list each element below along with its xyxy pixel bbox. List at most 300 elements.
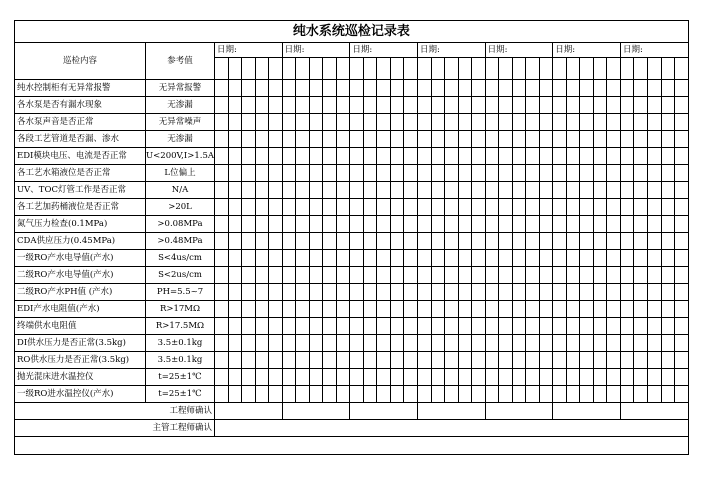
check-header-cell[interactable]: [350, 58, 364, 80]
check-cell[interactable]: [472, 335, 486, 352]
check-cell[interactable]: [363, 352, 377, 369]
check-cell[interactable]: [607, 250, 621, 267]
check-cell[interactable]: [445, 80, 459, 97]
check-header-cell[interactable]: [215, 58, 229, 80]
check-cell[interactable]: [431, 97, 445, 114]
check-cell[interactable]: [404, 318, 418, 335]
check-cell[interactable]: [377, 352, 391, 369]
check-cell[interactable]: [539, 97, 553, 114]
check-cell[interactable]: [350, 131, 364, 148]
check-cell[interactable]: [566, 301, 580, 318]
check-cell[interactable]: [580, 80, 594, 97]
check-cell[interactable]: [580, 216, 594, 233]
check-cell[interactable]: [404, 250, 418, 267]
check-cell[interactable]: [336, 114, 350, 131]
check-cell[interactable]: [431, 267, 445, 284]
check-cell[interactable]: [445, 352, 459, 369]
check-cell[interactable]: [377, 182, 391, 199]
check-cell[interactable]: [458, 284, 472, 301]
check-cell[interactable]: [526, 148, 540, 165]
check-cell[interactable]: [593, 267, 607, 284]
check-cell[interactable]: [526, 267, 540, 284]
check-cell[interactable]: [675, 386, 689, 403]
check-cell[interactable]: [363, 80, 377, 97]
check-cell[interactable]: [282, 318, 296, 335]
check-cell[interactable]: [675, 148, 689, 165]
check-cell[interactable]: [458, 301, 472, 318]
check-cell[interactable]: [620, 216, 634, 233]
check-cell[interactable]: [282, 267, 296, 284]
check-cell[interactable]: [512, 182, 526, 199]
check-cell[interactable]: [228, 369, 242, 386]
check-cell[interactable]: [566, 80, 580, 97]
check-cell[interactable]: [566, 182, 580, 199]
check-cell[interactable]: [620, 199, 634, 216]
check-cell[interactable]: [323, 301, 337, 318]
check-cell[interactable]: [431, 284, 445, 301]
check-cell[interactable]: [580, 233, 594, 250]
check-cell[interactable]: [472, 369, 486, 386]
check-cell[interactable]: [661, 131, 675, 148]
check-cell[interactable]: [580, 352, 594, 369]
check-cell[interactable]: [458, 369, 472, 386]
check-cell[interactable]: [404, 182, 418, 199]
check-cell[interactable]: [675, 369, 689, 386]
check-cell[interactable]: [282, 284, 296, 301]
check-cell[interactable]: [282, 233, 296, 250]
check-header-cell[interactable]: [255, 58, 269, 80]
check-header-cell[interactable]: [296, 58, 310, 80]
check-cell[interactable]: [458, 114, 472, 131]
check-cell[interactable]: [215, 114, 229, 131]
check-header-cell[interactable]: [485, 58, 499, 80]
check-cell[interactable]: [580, 199, 594, 216]
check-cell[interactable]: [499, 148, 513, 165]
check-cell[interactable]: [458, 199, 472, 216]
check-cell[interactable]: [675, 267, 689, 284]
check-cell[interactable]: [607, 97, 621, 114]
check-cell[interactable]: [404, 216, 418, 233]
check-cell[interactable]: [675, 182, 689, 199]
date-header-3[interactable]: 日期:: [350, 43, 418, 58]
check-cell[interactable]: [228, 97, 242, 114]
check-cell[interactable]: [377, 250, 391, 267]
check-cell[interactable]: [350, 80, 364, 97]
check-cell[interactable]: [309, 182, 323, 199]
check-cell[interactable]: [215, 301, 229, 318]
check-cell[interactable]: [363, 369, 377, 386]
check-cell[interactable]: [580, 250, 594, 267]
check-cell[interactable]: [593, 335, 607, 352]
check-cell[interactable]: [228, 301, 242, 318]
check-cell[interactable]: [282, 369, 296, 386]
check-cell[interactable]: [593, 182, 607, 199]
check-cell[interactable]: [404, 165, 418, 182]
check-cell[interactable]: [350, 165, 364, 182]
check-cell[interactable]: [445, 131, 459, 148]
check-cell[interactable]: [255, 97, 269, 114]
check-header-cell[interactable]: [512, 58, 526, 80]
engineer-signature-cell[interactable]: [350, 403, 418, 420]
check-cell[interactable]: [390, 369, 404, 386]
check-cell[interactable]: [242, 131, 256, 148]
check-cell[interactable]: [566, 267, 580, 284]
check-cell[interactable]: [390, 233, 404, 250]
check-cell[interactable]: [607, 216, 621, 233]
check-header-cell[interactable]: [377, 58, 391, 80]
check-cell[interactable]: [539, 318, 553, 335]
check-cell[interactable]: [607, 386, 621, 403]
check-cell[interactable]: [242, 352, 256, 369]
check-cell[interactable]: [269, 386, 283, 403]
engineer-signature-cell[interactable]: [553, 403, 621, 420]
check-header-cell[interactable]: [323, 58, 337, 80]
check-cell[interactable]: [390, 352, 404, 369]
check-cell[interactable]: [648, 301, 662, 318]
check-cell[interactable]: [363, 267, 377, 284]
check-cell[interactable]: [566, 97, 580, 114]
check-cell[interactable]: [309, 114, 323, 131]
check-cell[interactable]: [648, 148, 662, 165]
check-cell[interactable]: [296, 301, 310, 318]
check-cell[interactable]: [512, 284, 526, 301]
check-cell[interactable]: [593, 148, 607, 165]
manager-signature-cell[interactable]: [215, 420, 689, 437]
check-cell[interactable]: [282, 301, 296, 318]
check-cell[interactable]: [363, 216, 377, 233]
check-cell[interactable]: [323, 318, 337, 335]
check-cell[interactable]: [309, 386, 323, 403]
check-cell[interactable]: [390, 114, 404, 131]
date-header-7[interactable]: 日期:: [620, 43, 688, 58]
check-cell[interactable]: [242, 233, 256, 250]
check-cell[interactable]: [228, 284, 242, 301]
check-cell[interactable]: [648, 131, 662, 148]
check-cell[interactable]: [620, 233, 634, 250]
check-cell[interactable]: [566, 114, 580, 131]
check-cell[interactable]: [404, 386, 418, 403]
check-cell[interactable]: [228, 148, 242, 165]
check-cell[interactable]: [539, 335, 553, 352]
check-cell[interactable]: [404, 131, 418, 148]
check-cell[interactable]: [255, 114, 269, 131]
check-cell[interactable]: [445, 318, 459, 335]
check-cell[interactable]: [553, 114, 567, 131]
check-cell[interactable]: [499, 131, 513, 148]
check-cell[interactable]: [296, 335, 310, 352]
check-cell[interactable]: [566, 284, 580, 301]
check-cell[interactable]: [309, 369, 323, 386]
check-cell[interactable]: [323, 250, 337, 267]
check-cell[interactable]: [566, 148, 580, 165]
check-cell[interactable]: [661, 369, 675, 386]
check-cell[interactable]: [269, 369, 283, 386]
check-cell[interactable]: [390, 301, 404, 318]
check-cell[interactable]: [363, 165, 377, 182]
check-cell[interactable]: [417, 131, 431, 148]
check-cell[interactable]: [350, 199, 364, 216]
check-cell[interactable]: [336, 182, 350, 199]
check-cell[interactable]: [296, 97, 310, 114]
check-cell[interactable]: [323, 267, 337, 284]
check-cell[interactable]: [634, 318, 648, 335]
check-cell[interactable]: [242, 301, 256, 318]
check-cell[interactable]: [526, 301, 540, 318]
check-cell[interactable]: [417, 114, 431, 131]
check-cell[interactable]: [580, 386, 594, 403]
check-cell[interactable]: [215, 97, 229, 114]
check-cell[interactable]: [566, 352, 580, 369]
check-cell[interactable]: [228, 250, 242, 267]
check-cell[interactable]: [431, 165, 445, 182]
check-cell[interactable]: [634, 216, 648, 233]
check-cell[interactable]: [363, 199, 377, 216]
check-cell[interactable]: [566, 216, 580, 233]
check-cell[interactable]: [472, 114, 486, 131]
check-cell[interactable]: [242, 80, 256, 97]
check-cell[interactable]: [215, 250, 229, 267]
check-cell[interactable]: [499, 165, 513, 182]
check-cell[interactable]: [269, 318, 283, 335]
check-cell[interactable]: [255, 131, 269, 148]
check-cell[interactable]: [675, 114, 689, 131]
check-cell[interactable]: [539, 199, 553, 216]
check-cell[interactable]: [526, 369, 540, 386]
check-cell[interactable]: [661, 352, 675, 369]
check-cell[interactable]: [675, 233, 689, 250]
check-cell[interactable]: [445, 386, 459, 403]
check-cell[interactable]: [526, 284, 540, 301]
check-cell[interactable]: [539, 267, 553, 284]
check-cell[interactable]: [269, 301, 283, 318]
check-cell[interactable]: [620, 250, 634, 267]
check-cell[interactable]: [458, 386, 472, 403]
check-cell[interactable]: [607, 114, 621, 131]
check-cell[interactable]: [580, 318, 594, 335]
check-cell[interactable]: [255, 386, 269, 403]
check-cell[interactable]: [431, 148, 445, 165]
check-cell[interactable]: [526, 114, 540, 131]
check-cell[interactable]: [539, 369, 553, 386]
check-cell[interactable]: [472, 267, 486, 284]
check-cell[interactable]: [620, 284, 634, 301]
check-cell[interactable]: [363, 301, 377, 318]
check-cell[interactable]: [580, 97, 594, 114]
check-cell[interactable]: [620, 97, 634, 114]
check-cell[interactable]: [675, 301, 689, 318]
check-cell[interactable]: [417, 318, 431, 335]
check-cell[interactable]: [499, 267, 513, 284]
check-cell[interactable]: [309, 131, 323, 148]
check-cell[interactable]: [526, 165, 540, 182]
check-cell[interactable]: [255, 148, 269, 165]
check-cell[interactable]: [309, 199, 323, 216]
check-cell[interactable]: [675, 250, 689, 267]
check-header-cell[interactable]: [228, 58, 242, 80]
check-cell[interactable]: [675, 131, 689, 148]
check-cell[interactable]: [377, 131, 391, 148]
check-cell[interactable]: [390, 80, 404, 97]
check-cell[interactable]: [593, 369, 607, 386]
check-cell[interactable]: [634, 148, 648, 165]
check-cell[interactable]: [296, 199, 310, 216]
check-cell[interactable]: [634, 97, 648, 114]
check-cell[interactable]: [404, 97, 418, 114]
check-cell[interactable]: [607, 233, 621, 250]
check-cell[interactable]: [661, 114, 675, 131]
check-cell[interactable]: [620, 386, 634, 403]
check-cell[interactable]: [539, 80, 553, 97]
check-cell[interactable]: [445, 148, 459, 165]
check-cell[interactable]: [512, 318, 526, 335]
check-cell[interactable]: [620, 369, 634, 386]
check-cell[interactable]: [607, 182, 621, 199]
check-cell[interactable]: [458, 267, 472, 284]
check-cell[interactable]: [620, 267, 634, 284]
check-header-cell[interactable]: [553, 58, 567, 80]
check-cell[interactable]: [661, 386, 675, 403]
check-cell[interactable]: [607, 131, 621, 148]
check-cell[interactable]: [485, 386, 499, 403]
check-cell[interactable]: [526, 216, 540, 233]
check-cell[interactable]: [553, 250, 567, 267]
check-cell[interactable]: [553, 148, 567, 165]
check-cell[interactable]: [363, 97, 377, 114]
check-cell[interactable]: [499, 97, 513, 114]
check-cell[interactable]: [336, 369, 350, 386]
check-cell[interactable]: [282, 97, 296, 114]
check-cell[interactable]: [634, 199, 648, 216]
check-cell[interactable]: [255, 199, 269, 216]
check-cell[interactable]: [485, 131, 499, 148]
check-cell[interactable]: [350, 216, 364, 233]
check-cell[interactable]: [377, 369, 391, 386]
check-cell[interactable]: [499, 352, 513, 369]
check-cell[interactable]: [377, 199, 391, 216]
date-header-4[interactable]: 日期:: [417, 43, 485, 58]
check-cell[interactable]: [593, 114, 607, 131]
check-cell[interactable]: [553, 216, 567, 233]
check-header-cell[interactable]: [499, 58, 513, 80]
check-header-cell[interactable]: [458, 58, 472, 80]
check-cell[interactable]: [593, 131, 607, 148]
check-cell[interactable]: [458, 233, 472, 250]
check-cell[interactable]: [580, 131, 594, 148]
check-header-cell[interactable]: [566, 58, 580, 80]
check-cell[interactable]: [607, 318, 621, 335]
check-cell[interactable]: [215, 386, 229, 403]
check-cell[interactable]: [296, 165, 310, 182]
check-cell[interactable]: [242, 335, 256, 352]
check-cell[interactable]: [282, 199, 296, 216]
check-cell[interactable]: [350, 233, 364, 250]
check-cell[interactable]: [255, 165, 269, 182]
date-header-5[interactable]: 日期:: [485, 43, 553, 58]
check-cell[interactable]: [282, 386, 296, 403]
check-cell[interactable]: [390, 216, 404, 233]
check-cell[interactable]: [350, 386, 364, 403]
check-cell[interactable]: [553, 131, 567, 148]
check-cell[interactable]: [309, 301, 323, 318]
check-cell[interactable]: [539, 182, 553, 199]
check-cell[interactable]: [350, 352, 364, 369]
check-cell[interactable]: [607, 267, 621, 284]
check-cell[interactable]: [445, 199, 459, 216]
check-cell[interactable]: [580, 284, 594, 301]
check-cell[interactable]: [499, 335, 513, 352]
check-header-cell[interactable]: [417, 58, 431, 80]
check-cell[interactable]: [472, 250, 486, 267]
check-cell[interactable]: [228, 80, 242, 97]
check-cell[interactable]: [512, 386, 526, 403]
check-cell[interactable]: [661, 165, 675, 182]
check-cell[interactable]: [661, 318, 675, 335]
check-cell[interactable]: [607, 284, 621, 301]
check-cell[interactable]: [323, 148, 337, 165]
check-cell[interactable]: [539, 233, 553, 250]
check-cell[interactable]: [553, 335, 567, 352]
check-cell[interactable]: [377, 301, 391, 318]
check-cell[interactable]: [485, 369, 499, 386]
check-cell[interactable]: [499, 182, 513, 199]
check-cell[interactable]: [282, 352, 296, 369]
check-cell[interactable]: [215, 284, 229, 301]
check-cell[interactable]: [458, 182, 472, 199]
check-cell[interactable]: [512, 80, 526, 97]
check-cell[interactable]: [445, 97, 459, 114]
check-cell[interactable]: [242, 216, 256, 233]
check-cell[interactable]: [512, 233, 526, 250]
check-cell[interactable]: [593, 352, 607, 369]
check-cell[interactable]: [512, 131, 526, 148]
check-header-cell[interactable]: [363, 58, 377, 80]
check-cell[interactable]: [363, 148, 377, 165]
check-cell[interactable]: [620, 131, 634, 148]
check-cell[interactable]: [309, 267, 323, 284]
check-cell[interactable]: [512, 97, 526, 114]
check-cell[interactable]: [323, 352, 337, 369]
check-cell[interactable]: [485, 301, 499, 318]
check-cell[interactable]: [593, 386, 607, 403]
check-cell[interactable]: [404, 335, 418, 352]
check-cell[interactable]: [309, 97, 323, 114]
check-cell[interactable]: [458, 352, 472, 369]
check-cell[interactable]: [472, 80, 486, 97]
check-cell[interactable]: [350, 267, 364, 284]
check-cell[interactable]: [593, 284, 607, 301]
check-cell[interactable]: [282, 80, 296, 97]
check-cell[interactable]: [215, 369, 229, 386]
check-cell[interactable]: [472, 216, 486, 233]
check-cell[interactable]: [485, 352, 499, 369]
check-cell[interactable]: [363, 233, 377, 250]
check-cell[interactable]: [566, 131, 580, 148]
check-cell[interactable]: [390, 267, 404, 284]
check-cell[interactable]: [512, 369, 526, 386]
check-cell[interactable]: [336, 284, 350, 301]
check-cell[interactable]: [526, 318, 540, 335]
check-cell[interactable]: [417, 284, 431, 301]
check-cell[interactable]: [445, 284, 459, 301]
check-cell[interactable]: [648, 318, 662, 335]
check-cell[interactable]: [417, 97, 431, 114]
check-cell[interactable]: [472, 301, 486, 318]
check-cell[interactable]: [499, 301, 513, 318]
check-cell[interactable]: [593, 318, 607, 335]
check-cell[interactable]: [309, 318, 323, 335]
check-cell[interactable]: [472, 131, 486, 148]
check-cell[interactable]: [499, 250, 513, 267]
